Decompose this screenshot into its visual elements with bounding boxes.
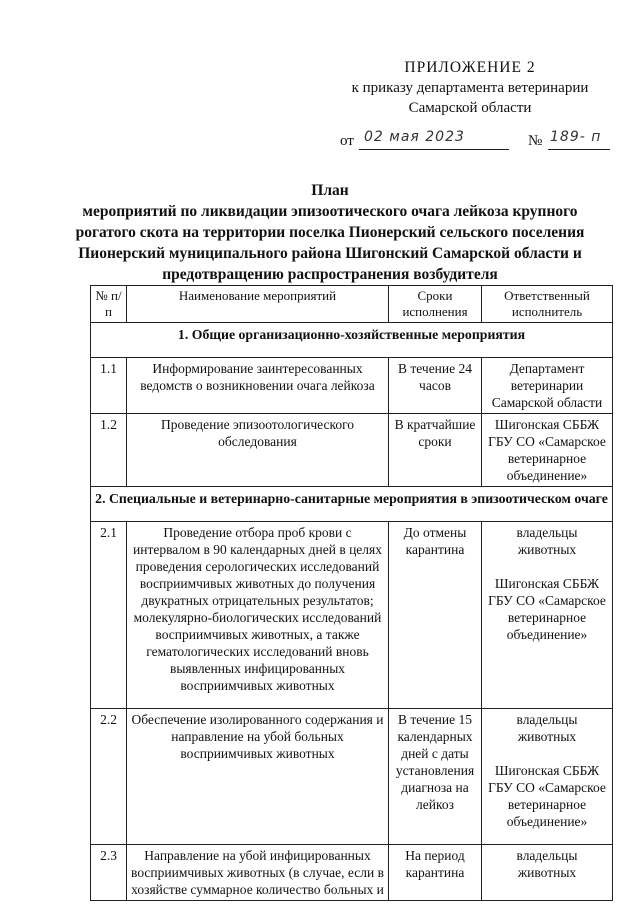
plan-title-line-1: План xyxy=(311,182,349,199)
row-name: Проведение эпизоотологического обследования xyxy=(127,414,389,487)
order-number-label: № xyxy=(528,133,543,149)
row-term: В течение 24 часов xyxy=(389,358,482,414)
row-num: 2.1 xyxy=(91,522,127,709)
row-name: Направление на убой инфицированных восприимчивых животных (в случае, если в хозяйстве суммарное количество больных и xyxy=(127,845,389,901)
row-resp-owner: владельцы животных xyxy=(516,525,578,557)
row-term: До отмены карантина xyxy=(389,522,482,709)
row-resp-org: Шигонская СББЖ ГБУ СО «Самарское ветеринарное объединение» xyxy=(488,576,606,642)
number-underline xyxy=(548,149,610,150)
appendix-line-2: Самарской области xyxy=(408,100,532,116)
date-underline xyxy=(359,149,509,150)
row-resp xyxy=(482,845,613,901)
header-num: № п/п xyxy=(91,286,127,323)
plan-table xyxy=(90,285,613,901)
table-row xyxy=(91,709,613,845)
row-term: На период карантина xyxy=(389,845,482,901)
row-term: В кратчайшие сроки xyxy=(389,414,482,487)
row-resp: Департамент ветеринарии Самарской области xyxy=(482,358,613,414)
row-resp-owner: владельцы животных xyxy=(516,712,578,744)
plan-title-line-2: мероприятий по ликвидации эпизоотического очага лейкоза крупного xyxy=(82,203,578,220)
plan-title-line-4: Пионерский муниципального района Шигонский Самарской области и xyxy=(78,245,582,262)
appendix-line-1: к приказу департамента ветеринарии xyxy=(351,80,589,96)
section-2-title: 2. Специальные и ветеринарно-санитарные мероприятия в эпизоотическом очаге xyxy=(91,487,613,522)
row-resp xyxy=(482,709,613,845)
order-date: 02 мая 2023 xyxy=(364,129,465,145)
plan-title-line-5: предотвращению распространения возбудителя xyxy=(162,266,498,283)
header-term: Сроки исполнения xyxy=(389,286,482,323)
row-num: 1.2 xyxy=(91,414,127,487)
section-row xyxy=(91,323,613,358)
row-resp-owner: владельцы животных xyxy=(516,848,578,880)
plan-title-line-3: рогатого скота на территории поселка Пионерский сельского поселения xyxy=(75,224,585,241)
row-resp xyxy=(482,522,613,709)
table-row xyxy=(91,845,613,901)
row-name: Обеспечение изолированного содержания и направление на убой больных восприимчивых животных xyxy=(127,709,389,845)
row-resp: Шигонская СББЖ ГБУ СО «Самарское ветеринарное объединение» xyxy=(482,414,613,487)
order-number: 189- п xyxy=(550,129,602,145)
row-num: 1.1 xyxy=(91,358,127,414)
section-1-title: 1. Общие организационно-хозяйственные мероприятия xyxy=(91,323,613,358)
row-name: Информирование заинтересованных ведомств о возникновении очага лейкоза xyxy=(127,358,389,414)
row-num: 2.2 xyxy=(91,709,127,845)
table-row xyxy=(91,414,613,487)
row-resp-org: Шигонская СББЖ ГБУ СО «Самарское ветеринарное объединение» xyxy=(488,763,606,829)
header-name: Наименование мероприятий xyxy=(127,286,389,323)
order-from-label: от xyxy=(340,133,354,149)
appendix-header xyxy=(340,58,600,118)
table-row xyxy=(91,522,613,709)
table-header-row xyxy=(91,286,613,323)
row-num: 2.3 xyxy=(91,845,127,901)
plan-title xyxy=(40,180,620,285)
section-row xyxy=(91,487,613,522)
appendix-heading: ПРИЛОЖЕНИЕ 2 xyxy=(404,59,536,76)
order-date-number xyxy=(340,131,610,153)
header-resp: Ответственный исполнитель xyxy=(482,286,613,323)
table-row xyxy=(91,358,613,414)
row-term: В течение 15 календарных дней с даты установления диагноза на лейкоз xyxy=(389,709,482,845)
row-name: Проведение отбора проб крови с интервалом в 90 календарных дней в целях проведения серологических исследований восприимчивых животных до получения двукратных отрицательных результатов; молекулярно-биологических исследований восприимчивых животных, а также гематологических исследований вновь выявленных инфицированных восприимчивых животных xyxy=(127,522,389,709)
